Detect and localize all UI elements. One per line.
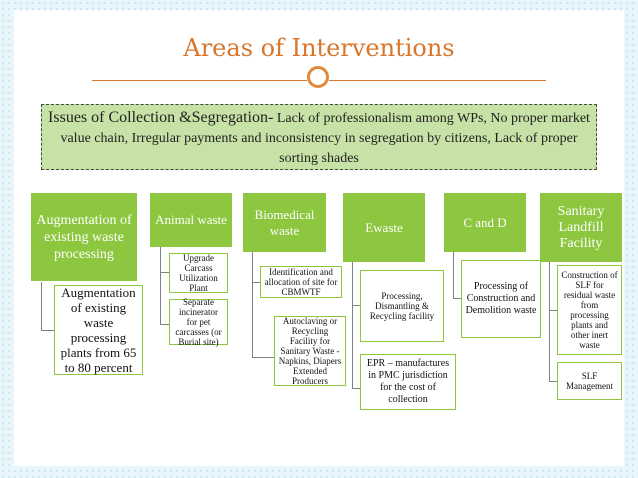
item-slf-management: SLF Management xyxy=(557,362,622,400)
item-cd-processing: Processing of Construction and Demolition waste xyxy=(461,260,541,338)
connector-line xyxy=(160,324,169,325)
item-autoclaving-facility: Autoclaving or Recycling Facility for Sanitary Waste - Napkins, Diapers Extended Producers xyxy=(274,316,346,386)
connector-line xyxy=(252,282,260,283)
category-augmentation: Augmentation of existing waste processing xyxy=(31,193,137,281)
item-slf-construction: Construction of SLF for residual waste from processing plants and other inert waste xyxy=(557,265,622,355)
connector-line xyxy=(549,262,550,382)
category-biomedical-waste: Biomedical waste xyxy=(243,193,326,252)
connector-line xyxy=(453,298,461,299)
connector-line xyxy=(252,357,274,358)
connector-line xyxy=(41,282,42,330)
connector-line xyxy=(160,272,169,273)
category-ewaste: Ewaste xyxy=(343,193,425,262)
connector-line xyxy=(352,388,360,389)
item-ewaste-processing: Processing, Dismantling & Recycling facility xyxy=(360,270,444,342)
connector-line xyxy=(41,330,54,331)
item-cbmwtf-site: Identification and allocation of site for CBMWTF xyxy=(260,266,342,298)
issues-heading: Issues of Collection &Segregation- xyxy=(48,109,274,126)
title-rule-left xyxy=(92,80,307,81)
connector-line xyxy=(549,310,557,311)
connector-line xyxy=(549,381,557,382)
connector-line xyxy=(453,252,454,299)
item-separate-incinerator: Separate incinerator for pet carcasses (or Burial site) xyxy=(169,299,228,345)
issues-box xyxy=(41,104,597,170)
connector-line xyxy=(352,262,353,389)
item-augmentation-plants: Augmentation of existing waste processing plants from 65 to 80 percent xyxy=(54,285,143,375)
category-animal-waste: Animal waste xyxy=(150,193,232,247)
category-sanitary-landfill: Sanitary Landfill Facility xyxy=(540,193,622,262)
issues-text: Lack of professionalism among WPs, No proper market value chain, Irregular payments and inconsistency in segregation by citizens, Lack of proper sorting shades xyxy=(60,111,590,166)
item-upgrade-carcass-plant: Upgrade Carcass Utilization Plant xyxy=(169,253,228,293)
title-rule-right xyxy=(329,80,546,81)
category-c-and-d: C and D xyxy=(444,193,526,252)
connector-line xyxy=(352,305,360,306)
slide-title: Areas of Interventions xyxy=(183,34,455,62)
title-ornament-ring xyxy=(307,66,329,88)
connector-line xyxy=(252,252,253,358)
item-epr-manufacturers: EPR – manufactures in PMC jurisdiction for the cost of collection xyxy=(360,354,456,410)
connector-line xyxy=(160,247,161,325)
